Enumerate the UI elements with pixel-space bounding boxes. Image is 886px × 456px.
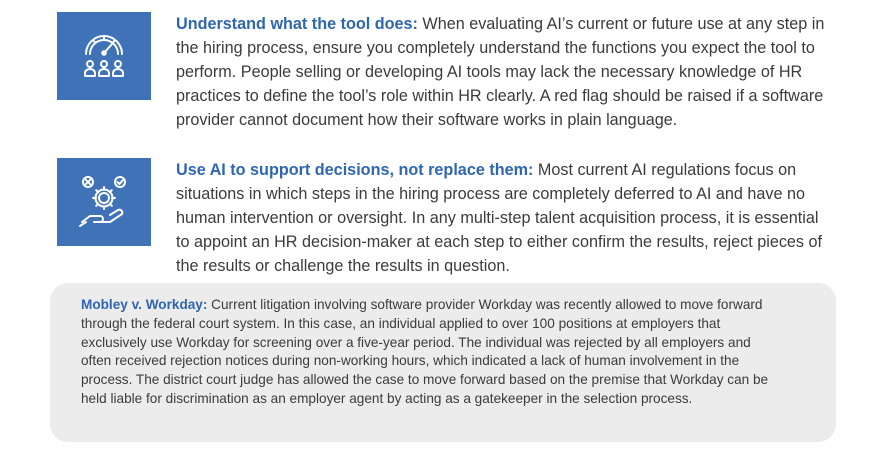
guideline-body: When evaluating AI’s current or future use at any step in the hiring process, ensure you completely understand the functions you expect the tool to perform. People selling or developing AI tools may lack the necessary knowledge of HR practices to define the tool’s role within HR clearly. A red flag should be raised if a software provider cannot document how their software works in plain language. — [176, 15, 825, 129]
case-callout-box — [50, 283, 836, 442]
guideline-text — [176, 158, 836, 278]
speedometer-people-icon — [57, 12, 151, 100]
hand-gear-check-icon — [57, 158, 151, 246]
guideline-text — [176, 12, 836, 132]
callout-heading: Mobley v. Workday: — [81, 297, 208, 312]
guideline-heading: Understand what the tool does: — [176, 15, 418, 33]
guideline-body: Most current AI regulations focus on situations in which steps in the hiring process are completely deferred to AI and have no human intervention or oversight. In any multi-step talent acquisition process, it is essential to appoint an HR decision-maker at each step to either confirm the results, reject pieces of the results or challenge the results in question. — [176, 161, 823, 275]
callout-text — [81, 296, 781, 409]
guideline-heading: Use AI to support decisions, not replace them: — [176, 161, 534, 179]
callout-body: Current litigation involving software provider Workday was recently allowed to move forward through the federal court system. In this case, an individual applied to over 100 positions at employers that exclusively use Workday for screening over a five-year period. The individual was rejected by all employers and often received rejection notices during non-working hours, which indicated a lack of human involvement in the process. The district court judge has allowed the case to move forward based on the premise that Workday can be held liable for discrimination as an employer agent by acting as a gatekeeper in the selection process. — [81, 297, 769, 406]
